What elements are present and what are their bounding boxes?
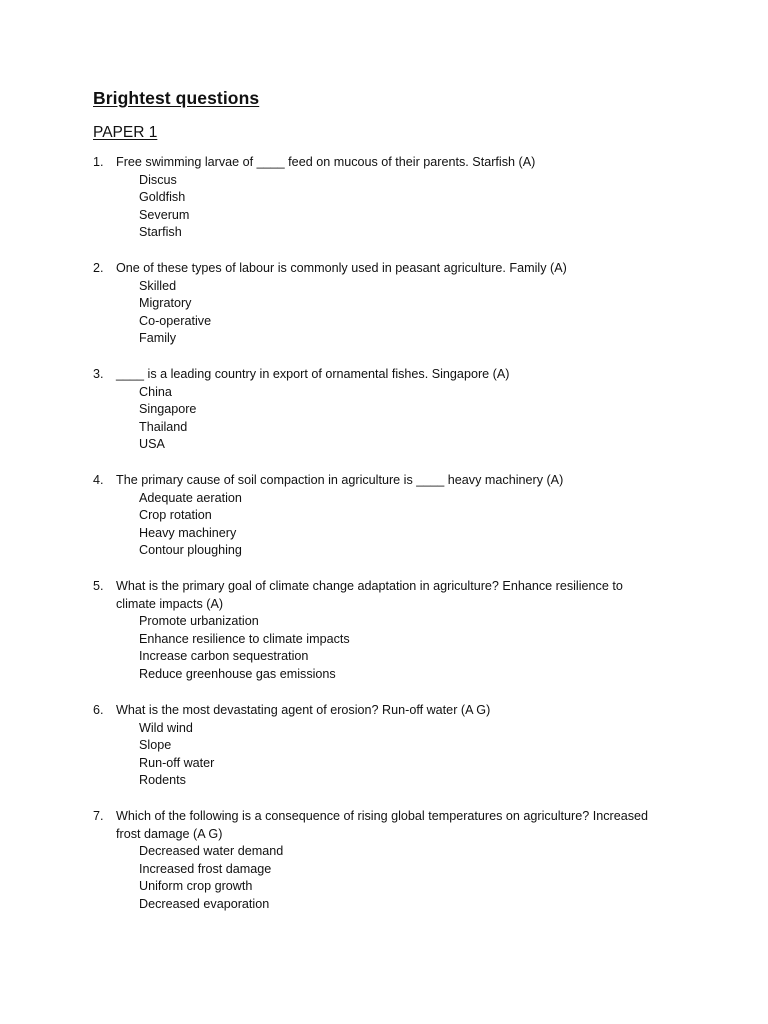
question-4 bbox=[93, 472, 693, 560]
question-text-line bbox=[93, 808, 693, 826]
answer-option: Severum bbox=[139, 207, 190, 222]
answer-option: Wild wind bbox=[139, 720, 193, 735]
answer-option: Contour ploughing bbox=[139, 543, 242, 558]
question-text-line bbox=[93, 578, 693, 596]
question-text: Free swimming larvae of ____ feed on mucous of their parents. Starfish (A) bbox=[116, 155, 536, 169]
answer-option: Family bbox=[139, 331, 177, 346]
question-text: What is the primary goal of climate change adaptation in agriculture? Enhance resilience to bbox=[116, 579, 623, 593]
question-number: 3. bbox=[93, 367, 104, 381]
answer-option: Increased frost damage bbox=[139, 861, 272, 876]
question-1 bbox=[93, 154, 693, 242]
answer-option: Decreased water demand bbox=[139, 844, 284, 859]
question-text: frost damage (A G) bbox=[116, 826, 223, 841]
question-7 bbox=[93, 808, 693, 914]
question-text: Which of the following is a consequence of rising global temperatures on agriculture? Increased bbox=[116, 809, 649, 823]
answer-option: USA bbox=[139, 437, 165, 452]
answer-option: Co-operative bbox=[139, 313, 212, 328]
answer-option: Discus bbox=[139, 172, 177, 187]
answer-option: Skilled bbox=[139, 278, 177, 293]
answer-option: Uniform crop growth bbox=[139, 879, 253, 894]
question-text: One of these types of labour is commonly used in peasant agriculture. Family (A) bbox=[116, 261, 567, 275]
answer-option: Reduce greenhouse gas emissions bbox=[139, 666, 336, 681]
question-number: 7. bbox=[93, 809, 104, 823]
answer-option: Enhance resilience to climate impacts bbox=[139, 631, 350, 646]
question-text-line bbox=[93, 260, 693, 278]
question-number: 5. bbox=[93, 579, 104, 593]
question-number: 4. bbox=[93, 473, 104, 487]
question-text: ____ is a leading country in export of ornamental fishes. Singapore (A) bbox=[116, 367, 510, 381]
question-5 bbox=[93, 578, 693, 684]
answer-option: Goldfish bbox=[139, 190, 186, 205]
answer-option: China bbox=[139, 384, 172, 399]
answer-option: Migratory bbox=[139, 296, 192, 311]
answer-option: Starfish bbox=[139, 225, 182, 240]
question-number: 1. bbox=[93, 155, 104, 169]
paper-heading: PAPER 1 bbox=[93, 124, 158, 141]
question-text: What is the most devastating agent of erosion? Run-off water (A G) bbox=[116, 703, 491, 717]
answer-option: Slope bbox=[139, 738, 172, 753]
answer-option: Crop rotation bbox=[139, 508, 212, 523]
question-3 bbox=[93, 366, 693, 454]
answer-option: Decreased evaporation bbox=[139, 896, 270, 911]
question-text-line bbox=[93, 472, 693, 490]
question-6 bbox=[93, 702, 693, 790]
answer-option: Singapore bbox=[139, 402, 197, 417]
question-text: The primary cause of soil compaction in agriculture is ____ heavy machinery (A) bbox=[116, 473, 564, 487]
answer-option: Run-off water bbox=[139, 755, 215, 770]
answer-option: Adequate aeration bbox=[139, 490, 242, 505]
document-title: Brightest questions bbox=[93, 88, 260, 108]
question-number: 2. bbox=[93, 261, 104, 275]
question-number: 6. bbox=[93, 703, 104, 717]
answer-option: Increase carbon sequestration bbox=[139, 649, 309, 664]
answer-option: Rodents bbox=[139, 773, 186, 788]
question-text-line bbox=[93, 366, 693, 384]
question-text: climate impacts (A) bbox=[116, 596, 224, 611]
question-text-continuation bbox=[93, 826, 693, 844]
answer-option: Thailand bbox=[139, 419, 188, 434]
question-2 bbox=[93, 260, 693, 348]
answer-option: Heavy machinery bbox=[139, 525, 237, 540]
answer-option: Promote urbanization bbox=[139, 614, 259, 629]
question-text-line bbox=[93, 702, 693, 720]
question-text-continuation bbox=[93, 596, 693, 614]
question-text-line bbox=[93, 154, 693, 172]
